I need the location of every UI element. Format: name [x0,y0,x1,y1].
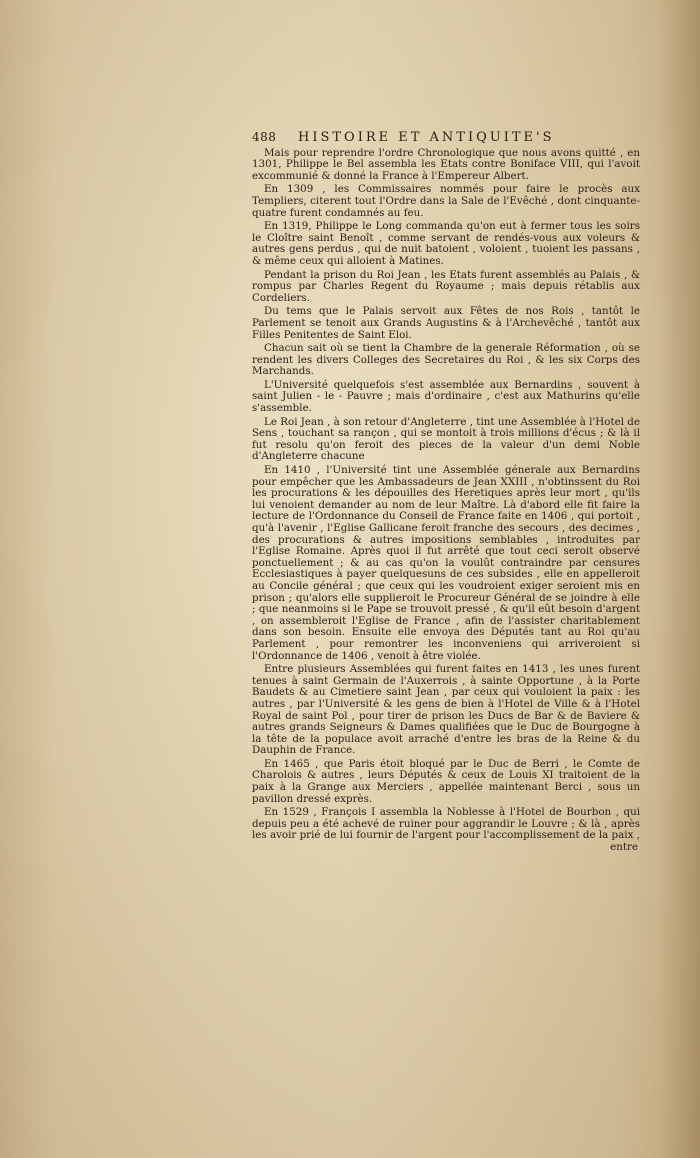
page-header [252,132,640,144]
paragraph: Mais pour reprendre l'ordre Chronologique que nous avons quitté , en 1301, Philippe le Bel assembla les Etats contre Boniface VIII, qui l'avoit excommunié & donné la France à l'Empereur Albert. [252,146,640,182]
catchword: entre [610,841,638,854]
page-gutter-shadow [660,0,700,1158]
paragraph: L'Université quelquefois s'est assemblée aux Bernardins , souvent à saint Julien - le - Pauvre ; mais d'ordinaire , c'est aux Mathurins qu'elle s'assemble. [252,378,640,415]
paragraph: En 1319, Philippe le Long commanda qu'on eut à fermer tous les soirs le Cloître saint Benoît , comme servant de rendés-vous aux voleurs & autres gens perdus , qui de nuit batoient , voloient , tuoient les passans , & même ceux qui alloient à Matines. [252,220,640,267]
paragraph: Pendant la prison du Roi Jean , les Etats furent assemblés au Palais , & rompus par Charles Regent du Royaume ; mais depuis rétablis aux Cordeliers. [252,268,640,304]
running-title: HISTOIRE ET ANTIQUITE'S [298,130,555,145]
paragraph: En 1465 , que Paris étoit bloqué par le Duc de Berri , le Comte de Charolois & autres , leurs Députés & ceux de Louis XI traitoient de la paix à la Grange aux Merciers , appellée maintenant Berci , sous un pavillon dressé exprès. [252,757,640,805]
paragraph: En 1309 , les Commissaires nommés pour faire le procès aux Templiers, citerent tout l'Ordre dans la Sale de l'Evêché , dont cinquante-quatre furent condamnés au feu. [252,183,640,219]
paragraph: En 1410 , l'Université tint une Assemblée génerale aux Bernardins pour empêcher que les Ambassadeurs de Jean XXIII , n'obtinssent du Roi les procurations & les dépouilles des Heretiques après leur mort , qu'ils lui venoient demander au nom de leur Maître. Là d'abord elle fit faire la lecture de l'Ordonnance du Conseil de France faite en 1406 , qui portoit , qu'à l'avenir , l'Eglise Gallicane feroit franche des secours , des decimes , des procurations & autres impositions semblables , introduites par l'Eglise Romaine. Après quoi il fut arrêté que tout ceci seroit observé ponctuellement ; & au cas qu'on la voulût contraindre par censures Ecclesiastiques à payer quelquesuns de ces subsides , elle en appelleroit au Concile général ; que ceux qui les voudroient exiger seroient mis en prison ; qu'alors elle supplieroit le Procureur Général de se joindre à elle ; que neanmoins si le Pape se trouvoit pressé , & qu'il eût besoin d'argent , on assembleroit l'Eglise de France , afin de l'assister charitablement dans son besoin. Ensuite elle envoya des Députés tant au Roi qu'au Parlement , pour remontrer les inconveniens qui arriveroient si l'Ordonnance de 1406 , venoit à être violée. [252,464,640,662]
text-block [252,132,640,854]
page-number: 488 [252,130,277,144]
paragraph: Du tems que le Palais servoit aux Fêtes de nos Rois , tantôt le Parlement se tenoit aux Grands Augustins & à l'Archevêché , tantôt aux Filles Penitentes de Saint Eloi. [252,305,640,341]
paragraph: Chacun sait où se tient la Chambre de la generale Réformation , où se rendent les divers Colleges des Secretaires du Roi , & les six Corps des Marchands. [252,342,640,378]
paragraph: Le Roi Jean , à son retour d'Angleterre , tint une Assemblée à l'Hotel de Sens , touchant sa rançon , qui se montoit à trois millions d'écus ; & là il fut resolu qu'on feroit des pieces de la valeur d'un demi Noble d'Angleterre chacune [252,415,640,463]
paragraph: Entre plusieurs Assemblées qui furent faites en 1413 , les unes furent tenues à saint Germain de l'Auxerrois , à sainte Opportune , à la Porte Baudets & au Cimetiere saint Jean , par ceux qui vouloient la paix : les autres , par l'Université & les gens de bien à l'Hotel de Ville & à l'Hotel Royal de saint Pol , pour tirer de prison les Ducs de Bar & de Baviere & autres grands Seigneurs & Dames qualifiées que le Duc de Bourgogne à la tête de la populace avoit arraché d'entre les bras de la Reine & du Dauphin de France. [252,663,640,757]
paragraph: En 1529 , François I assembla la Noblesse à l'Hotel de Bourbon , qui depuis peu a été achevé de ruiner pour aggrandir le Louvre ; & là , après les avoir prié de lui fournir de l'argent pour l'accomplissement de la paix , [252,806,640,842]
